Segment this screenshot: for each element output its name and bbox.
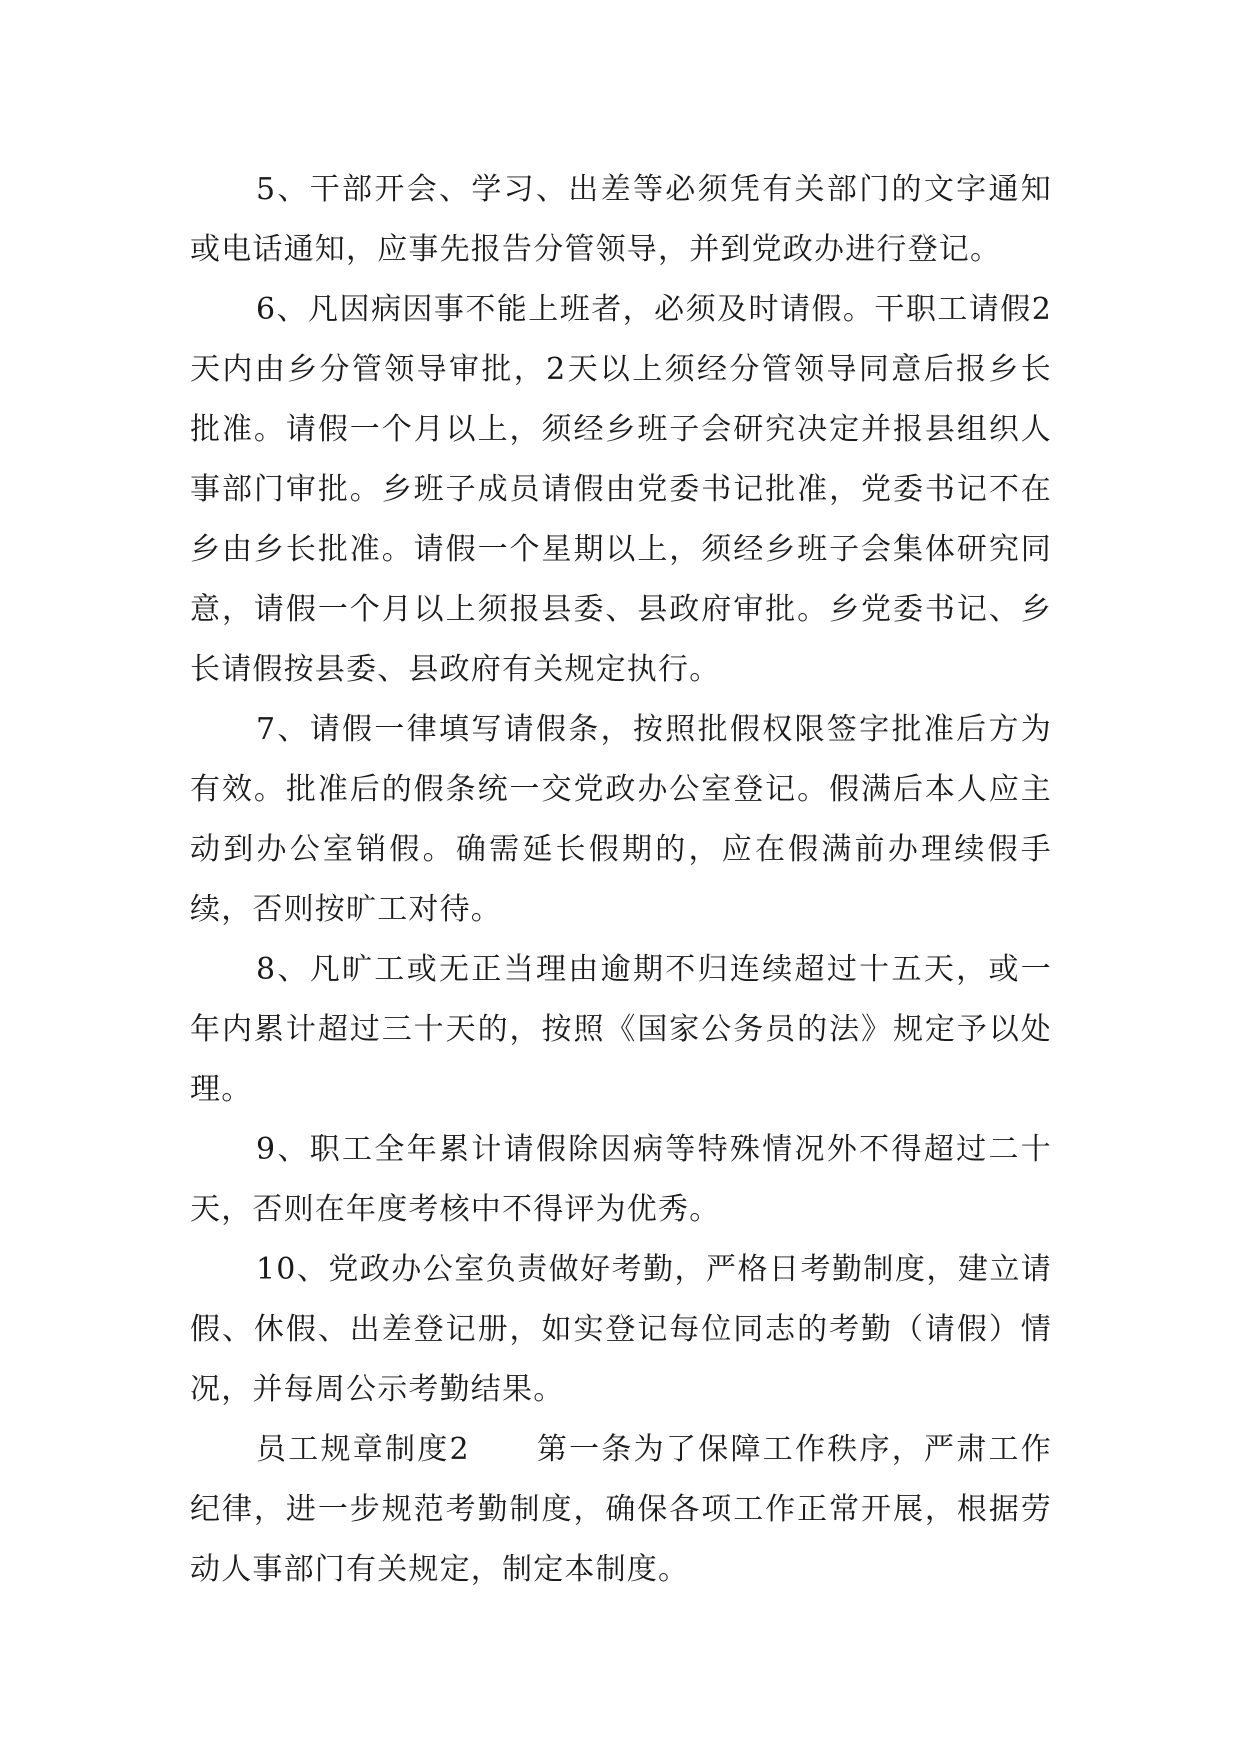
document-body [190,160,1052,1600]
section-heading: 员工规章制度2 [256,1432,470,1467]
paragraph-10: 10、党政办公室负责做好考勤，严格日考勤制度，建立请假、休假、出差登记册，如实登记每位同志的考勤（请假）情况，并每周公示考勤结果。 [190,1252,1052,1407]
paragraph-7: 7、请假一律填写请假条，按照批假权限签字批准后方为有效。批准后的假条统一交党政办公室登记。假满后本人应主动到办公室销假。确需延长假期的，应在假满前办理续假手续，否则按旷工对待。 [190,712,1052,927]
paragraph-6: 6、凡因病因事不能上班者，必须及时请假。干职工请假2天内由乡分管领导审批，2天以上须经分管领导同意后报乡长批准。请假一个月以上，须经乡班子会研究决定并报县组织人事部门审批。乡班子成员请假由党委书记批准，党委书记不在乡由乡长批准。请假一个星期以上，须经乡班子会集体研究同意，请假一个月以上须报县委、县政府审批。乡党委书记、乡长请假按县委、县政府有关规定执行。 [190,292,1052,687]
paragraph-8: 8、凡旷工或无正当理由逾期不归连续超过十五天，或一年内累计超过三十天的，按照《国家公务员的法》规定予以处理。 [190,952,1052,1107]
paragraph-5: 5、干部开会、学习、出差等必须凭有关部门的文字通知或电话通知，应事先报告分管领导，并到党政办进行登记。 [190,172,1052,267]
section-body: 第一条为了保障工作秩序，严肃工作纪律，进一步规范考勤制度，确保各项工作正常开展，根据劳动人事部门有关规定，制定本制度。 [190,1432,1052,1587]
paragraph-regulation-2 [190,1420,1052,1600]
paragraph-9: 9、职工全年累计请假除因病等特殊情况外不得超过二十天，否则在年度考核中不得评为优秀。 [190,1132,1052,1227]
